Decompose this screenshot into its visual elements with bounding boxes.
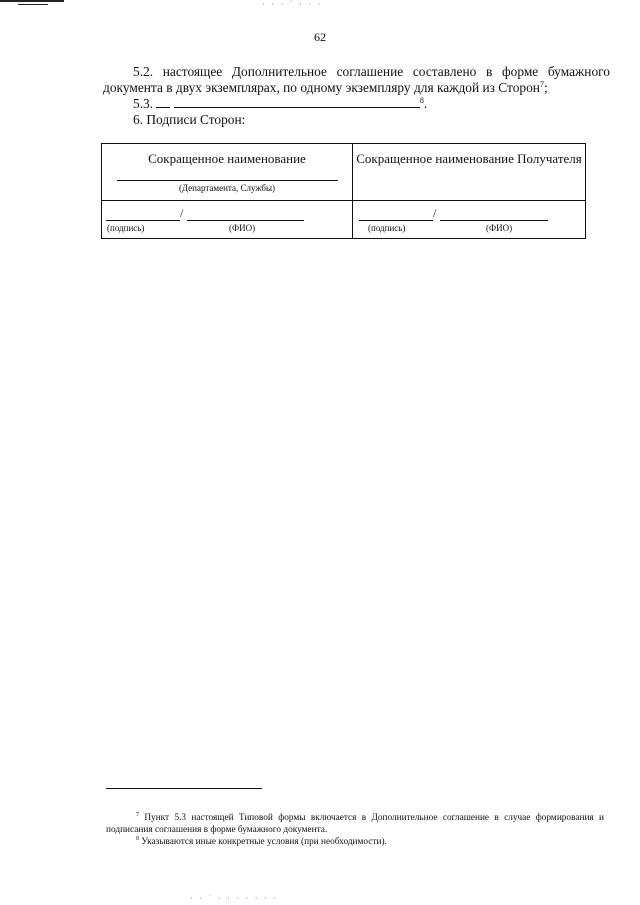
scan-mark-top-left	[0, 0, 64, 2]
right-party-title: Сокращенное наименование Получателя	[356, 151, 582, 166]
clause-5-3-short-blank	[156, 96, 170, 108]
left-party-title: Сокращенное наименование	[148, 151, 306, 166]
clause-5-2-tail: ;	[543, 80, 548, 95]
left-signature-slash: /	[180, 206, 184, 220]
left-name-label: (ФИО)	[229, 223, 256, 233]
left-party-caption: (Департамента, Службы)	[178, 183, 276, 193]
table-divider-horizontal	[102, 200, 585, 201]
right-signature-label: (подпись)	[368, 223, 406, 233]
scan-mark-top-left-thin	[18, 4, 48, 5]
footnote-7-text: Пункт 5.3 настоящей Типовой формы включается в Дополнительное соглашение в случае формирования и подписания соглашения в форме бумажного документа.	[106, 813, 604, 835]
scan-noise-bottom: · · ˙ · · · · · · ·	[190, 893, 279, 903]
clause-5-3	[133, 96, 613, 112]
left-party-name-line	[117, 180, 338, 181]
footnote-8-mark: 8	[136, 836, 139, 842]
footnote-7-mark: 7	[136, 812, 139, 818]
right-name-line	[440, 220, 548, 221]
footnote-7	[106, 812, 604, 836]
footnote-separator	[106, 788, 262, 789]
page-number: 62	[314, 30, 326, 44]
left-name-line	[187, 220, 304, 221]
clause-6: 6. Подписи Сторон:	[133, 112, 246, 127]
footnote-ref-7: 7	[539, 80, 544, 89]
left-signature-line	[106, 220, 180, 221]
signature-table	[101, 143, 586, 239]
right-name-label: (ФИО)	[486, 223, 513, 233]
left-signature-label: (подпись)	[107, 223, 145, 233]
clause-5-3-long-blank	[174, 96, 420, 108]
footnote-8	[136, 836, 606, 848]
clause-5-2-text: 5.2. настоящее Дополнительное соглашение составлено в форме бумажного документа в двух экземплярах, по одному экземпляру для каждой из Сторон	[103, 64, 610, 95]
right-signature-slash: /	[433, 206, 437, 220]
clause-5-2	[103, 64, 610, 96]
scan-noise-top: · · · ˙ · · ·	[262, 0, 323, 9]
right-signature-line	[359, 220, 433, 221]
clause-5-3-number: 5.3.	[133, 96, 154, 111]
clause-5-3-tail: .	[423, 96, 428, 111]
footnote-ref-8: 8	[419, 96, 424, 105]
footnote-8-text: Указываются иные конкретные условия (при необходимости).	[141, 837, 387, 847]
